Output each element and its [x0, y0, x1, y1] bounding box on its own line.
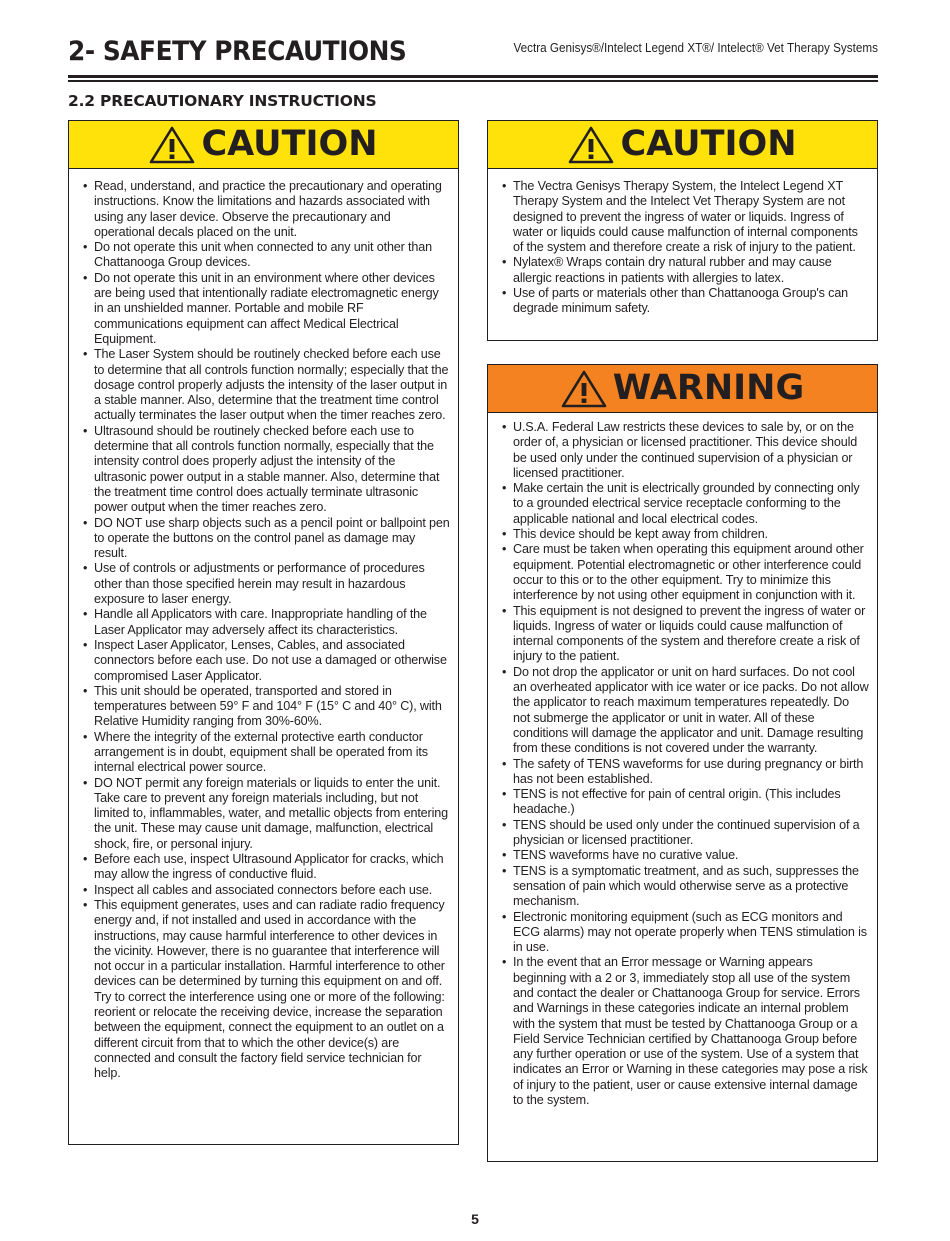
header-rule-thick [68, 75, 878, 78]
warning-list [488, 413, 877, 1108]
warning-triangle-icon [149, 126, 195, 164]
right-caution-box [487, 120, 878, 341]
list-item: • DO NOT permit any foreign materials or liquids to enter the unit. Take care to prevent any foreign materials including, but not limited to, inflammables, water, and metallic objects from entering the unit. These may cause unit damage, malfunction, electrical shock, fire, or personal injury. [81, 776, 450, 852]
list-item: • Do not operate this unit when connected to any unit other than Chattanooga Group devices. [81, 240, 450, 271]
list-item: • TENS is a symptomatic treatment, and as such, suppresses the sensation of pain which would otherwise serve as a protective mechanism. [500, 864, 869, 910]
list-item: • TENS waveforms have no curative value. [500, 848, 869, 863]
list-item: • Do not drop the applicator or unit on hard surfaces. Do not cool an overheated applicator with ice water or ice packs. Do not allow the applicator to reach maximum temperatures repeatedly. Do not submerge the applicator or unit in water. All of these conditions will damage the applicator and unit. Damage resulting from these conditions is not covered under the warranty. [500, 665, 869, 757]
section-title: 2.2 PRECAUTIONARY INSTRUCTIONS [68, 92, 377, 110]
list-item: • The safety of TENS waveforms for use during pregnancy or birth has not been established. [500, 757, 869, 788]
caution-list [488, 169, 877, 317]
list-item: • Do not operate this unit in an environment where other devices are being used that intentionally radiate electromagnetic energy in an unshielded manner. Portable and mobile RF communications equipment can affect Medical Electrical Equipment. [81, 271, 450, 347]
list-item: • Care must be taken when operating this equipment around other equipment. Potential electromagnetic or other interference could occur to this or to the other equipment. Try to minimize this interference by not using other equipment in conjunction with it. [500, 542, 869, 603]
list-item: • The Laser System should be routinely checked before each use to determine that all controls function normally; especially that the dosage control properly adjusts the intensity of the laser output in a stable manner. Also, determine that the treatment time control actually terminates the laser output when the timer reaches zero. [81, 347, 450, 423]
list-item: • This equipment generates, uses and can radiate radio frequency energy and, if not installed and used in accordance with the instructions, may cause harmful interference to other devices in the vicinity. However, there is no guarantee that interference will not occur in a particular installation. Harmful interference to other devices can be determined by turning this equipment on and off. Try to correct the interference using one or more of the following: reorient or relocate the receiving device, increase the separation between the equipment, connect the equipment to an outlet on a different circuit from that to which the other device(s) are connected and consult the factory field service technician for help. [81, 898, 450, 1082]
caution-banner [488, 121, 877, 169]
list-item: • Electronic monitoring equipment (such as ECG monitors and ECG alarms) may not operate properly when TENS stimulation is in use. [500, 910, 869, 956]
list-item: • Make certain the unit is electrically grounded by connecting only to a grounded electrical service receptacle conforming to the applicable national and local electrical codes. [500, 481, 869, 527]
list-item: • In the event that an Error message or Warning appears beginning with a 2 or 3, immediately stop all use of the system and contact the dealer or Chattanooga Group for service. Errors and Warnings in these categories indicate an internal problem with the system that must be tested by Chattanooga Group or a Field Service Technician certified by Chattanooga Group before any further operation or use of the system. Use of a system that indicates an Error or Warning in these categories may pose a risk of injury to the patient, user or cause extensive internal damage to the system. [500, 955, 869, 1108]
list-item: • Ultrasound should be routinely checked before each use to determine that all controls function normally, especially that the intensity control does properly adjust the intensity of the ultrasonic power output in a stable manner. Also, determine that the treatment time control does actually terminate ultrasonic power output when the timer reaches zero. [81, 424, 450, 516]
list-item: • TENS is not effective for pain of central origin. (This includes headache.) [500, 787, 869, 818]
right-warning-box [487, 364, 878, 1162]
list-item: • TENS should be used only under the continued supervision of a physician or licensed practitioner. [500, 818, 869, 849]
list-item: • Inspect Laser Applicator, Lenses, Cables, and associated connectors before each use. Do not use a damaged or otherwise compromised Laser Applicator. [81, 638, 450, 684]
banner-label: CAUTION [620, 124, 797, 164]
list-item: • Inspect all cables and associated connectors before each use. [81, 883, 450, 898]
list-item: • DO NOT use sharp objects such as a pencil point or ballpoint pen to operate the buttons on the control panel as damage may result. [81, 516, 450, 562]
list-item: • Nylatex® Wraps contain dry natural rubber and may cause allergic reactions in patients with allergies to latex. [500, 255, 869, 286]
warning-banner [488, 365, 877, 413]
list-item: • Read, understand, and practice the precautionary and operating instructions. Know the limitations and hazards associated with using any laser device. Observe the precautionary and operational decals placed on the unit. [81, 179, 450, 240]
list-item: • This device should be kept away from children. [500, 527, 869, 542]
caution-list [69, 169, 458, 1082]
list-item: • This unit should be operated, transported and stored in temperatures between 59° F and 104° F (15° C and 40° C), with Relative Humidity ranging from 30%-60%. [81, 684, 450, 730]
caution-banner [69, 121, 458, 169]
list-item: • Use of controls or adjustments or performance of procedures other than those specified herein may result in hazardous exposure to laser energy. [81, 561, 450, 607]
list-item: • Handle all Applicators with care. Inappropriate handling of the Laser Applicator may adversely affect its characteristics. [81, 607, 450, 638]
page-number: 5 [471, 1211, 479, 1227]
list-item: • This equipment is not designed to prevent the ingress of water or liquids. Ingress of water or liquids could cause malfunction of internal components of the system and therefore create a risk of injury to the patient. [500, 604, 869, 665]
warning-triangle-icon [561, 370, 607, 408]
header-rule-thin [68, 80, 878, 82]
banner-label: WARNING [612, 368, 805, 408]
left-caution-box [68, 120, 459, 1145]
list-item: • U.S.A. Federal Law restricts these devices to sale by, or on the order of, a physician or licensed practitioner. This device should be used only under the continued supervision of a physician or licensed practitioner. [500, 420, 869, 481]
list-item: • The Vectra Genisys Therapy System, the Intelect Legend XT Therapy System and the Intelect Vet Therapy System are not designed to prevent the ingress of water or liquids. Ingress of water or liquids could cause malfunction of internal components of the system and therefore create a risk of injury to the patient. [500, 179, 869, 255]
list-item: • Before each use, inspect Ultrasound Applicator for cracks, which may allow the ingress of conductive fluid. [81, 852, 450, 883]
product-line: Vectra Genisys®/Intelect Legend XT®/ Intelect® Vet Therapy Systems [513, 40, 878, 55]
list-item: • Use of parts or materials other than Chattanooga Group's can degrade minimum safety. [500, 286, 869, 317]
banner-label: CAUTION [201, 124, 378, 164]
warning-triangle-icon [568, 126, 614, 164]
chapter-title: 2- SAFETY PRECAUTIONS [68, 36, 407, 67]
list-item: • Where the integrity of the external protective earth conductor arrangement is in doubt, equipment shall be operated from its internal electrical power source. [81, 730, 450, 776]
